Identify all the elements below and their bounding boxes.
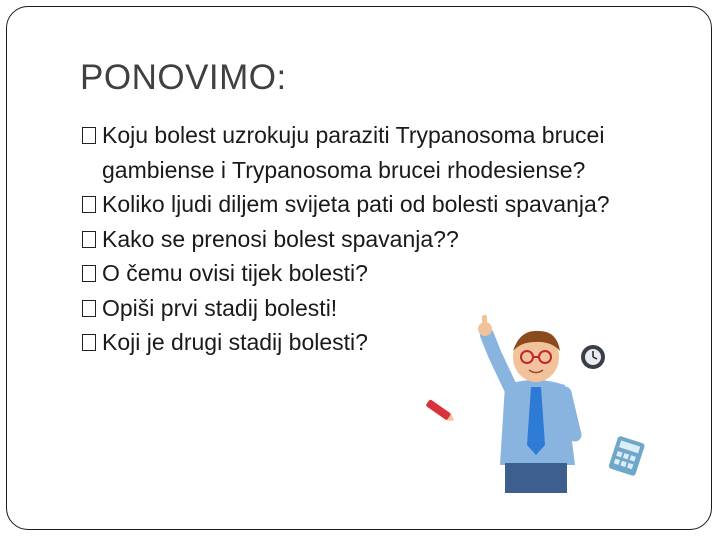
bullet-box-icon (82, 334, 96, 351)
pencil-icon (425, 399, 456, 424)
boy-illustration (425, 315, 652, 493)
question-item (82, 256, 642, 291)
question-text: Opiši prvi stadij bolesti! (102, 294, 338, 321)
question-text: Kako se prenosi bolest spavanja?? (102, 225, 459, 252)
question-item (82, 222, 642, 257)
question-text: Koliko ljudi diljem svijeta pati od bolesti spavanja? (102, 191, 610, 217)
bullet-box-icon (82, 265, 96, 282)
bullet-box-icon (82, 300, 96, 317)
question-text: Koju bolest uzrokuju paraziti Trypanosoma brucei gambiense i Trypanosoma brucei rhodesiense? (102, 122, 605, 183)
alarm-clock-icon (581, 345, 605, 369)
question-item (82, 118, 642, 187)
question-text: Koji je drugi stadij bolesti? (102, 329, 368, 355)
question-item (82, 187, 642, 222)
bullet-box-icon (82, 127, 96, 144)
calculator-icon (608, 435, 645, 476)
bullet-box-icon (82, 196, 96, 213)
slide-title: PONOVIMO: (80, 58, 287, 97)
question-text: O čemu ovisi tijek bolesti? (102, 260, 368, 286)
bullet-box-icon (82, 231, 96, 248)
